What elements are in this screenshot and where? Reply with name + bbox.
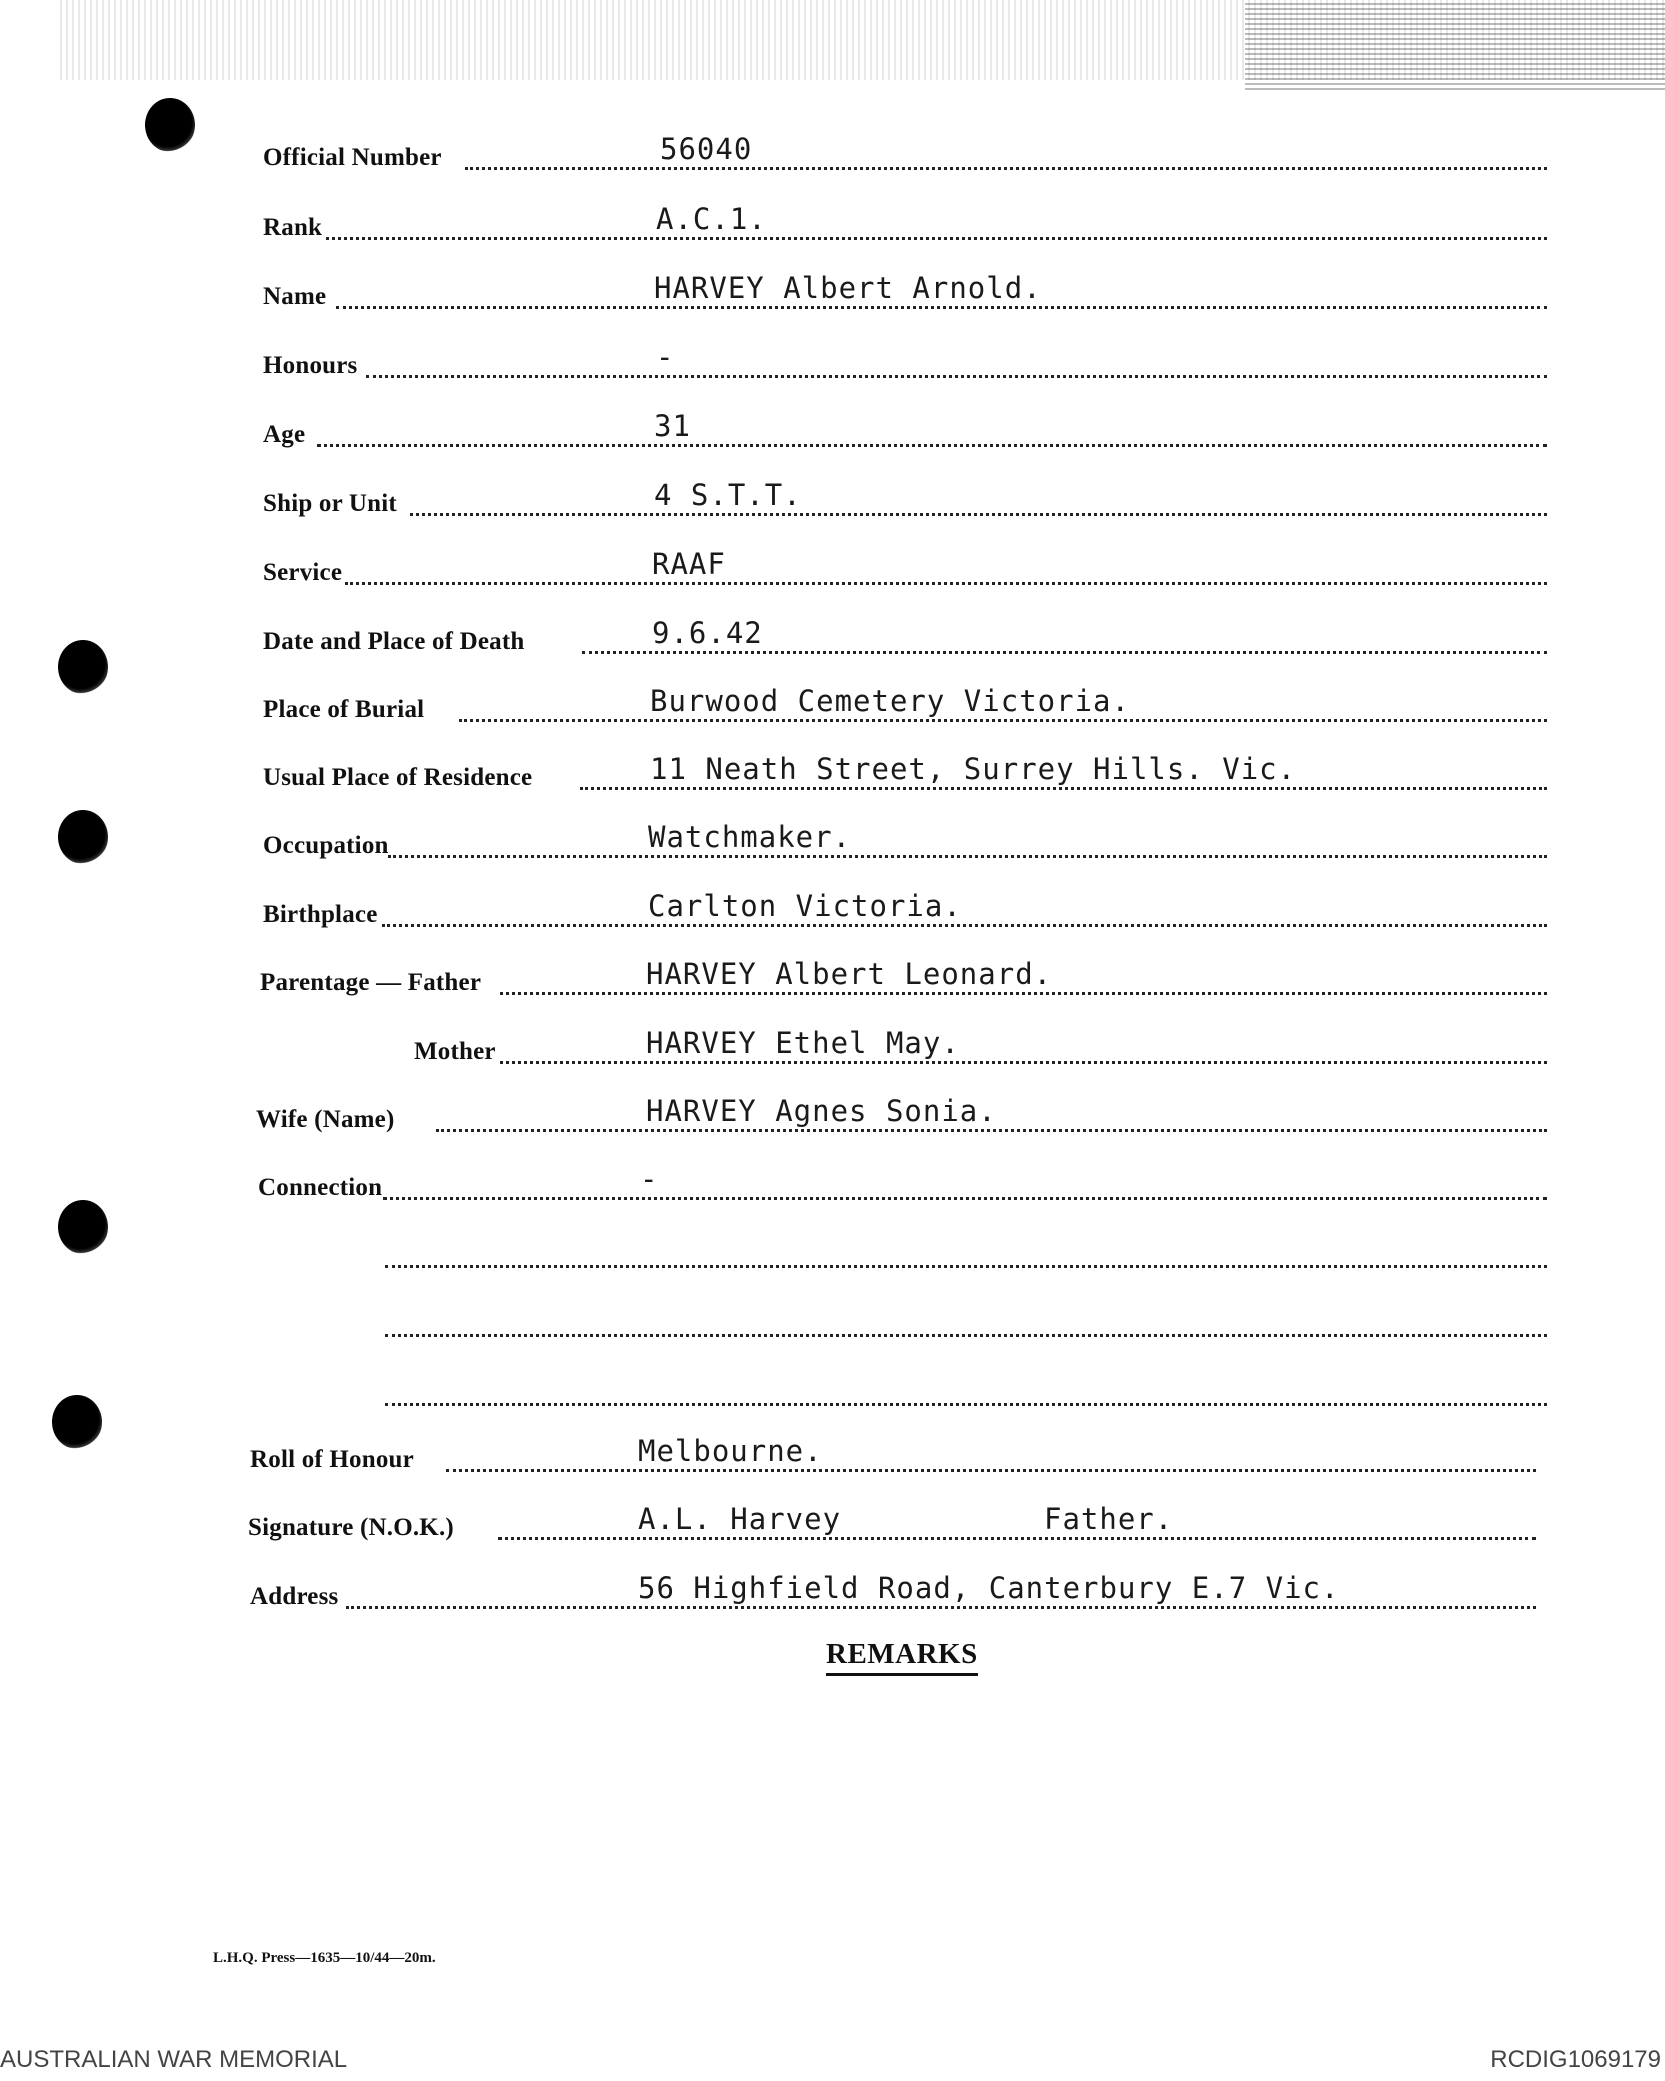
dotted-leader	[498, 1537, 1536, 1540]
field-value-relationship: Father.	[1044, 1502, 1174, 1536]
dotted-leader	[382, 924, 1547, 927]
field-label: Honours	[263, 352, 358, 379]
dotted-leader	[317, 444, 1547, 447]
dotted-leader	[582, 651, 1547, 654]
dotted-leader	[410, 513, 1547, 516]
field-label: Usual Place of Residence	[263, 764, 533, 791]
dotted-leader	[580, 787, 1547, 790]
field-father	[0, 955, 1550, 1005]
dotted-leader	[366, 375, 1547, 378]
field-connection	[0, 1160, 1550, 1210]
field-label: Roll of Honour	[250, 1446, 414, 1473]
field-value: Burwood Cemetery Victoria.	[650, 684, 1130, 718]
dotted-leader	[500, 1061, 1547, 1064]
blank-line	[0, 1228, 1550, 1278]
field-value: HARVEY Ethel May.	[646, 1026, 960, 1060]
field-value: 56040	[660, 132, 753, 166]
field-mother	[0, 1024, 1550, 1074]
field-label: Official Number	[263, 144, 442, 171]
field-birthplace	[0, 887, 1550, 937]
blank-line	[0, 1297, 1550, 1347]
field-label: Address	[250, 1583, 339, 1610]
field-roll-of-honour	[0, 1432, 1540, 1482]
field-occupation	[0, 818, 1550, 868]
field-label: Mother	[414, 1038, 496, 1065]
dotted-leader	[436, 1129, 1547, 1132]
field-service	[0, 545, 1550, 595]
field-value: A.C.1.	[656, 202, 767, 236]
field-label: Place of Burial	[263, 696, 425, 723]
field-value: 9.6.42	[652, 616, 763, 650]
field-label: Ship or Unit	[263, 490, 397, 517]
archive-id: RCDIG1069179	[1490, 2046, 1661, 2073]
field-name	[0, 269, 1550, 319]
dotted-leader	[345, 582, 1547, 585]
dotted-leader	[385, 1334, 1547, 1337]
field-value: 56 Highfield Road, Canterbury E.7 Vic.	[638, 1571, 1340, 1605]
field-label: Occupation	[263, 832, 389, 859]
dotted-leader	[500, 992, 1547, 995]
field-label: Service	[263, 559, 343, 586]
field-signature	[0, 1500, 1540, 1550]
field-age	[0, 407, 1550, 457]
field-value: HARVEY Agnes Sonia.	[646, 1094, 997, 1128]
dotted-leader	[383, 1197, 1547, 1200]
field-label: Rank	[263, 214, 323, 241]
field-value: Melbourne.	[638, 1434, 823, 1468]
field-label: Wife (Name)	[256, 1106, 395, 1133]
field-official-number	[0, 130, 1550, 180]
field-rank	[0, 200, 1550, 250]
field-label: Parentage — Father	[260, 969, 482, 996]
printer-imprint: L.H.Q. Press—1635—10/44—20m.	[213, 1950, 436, 1966]
field-honours	[0, 338, 1550, 388]
field-usual-residence	[0, 750, 1550, 800]
field-value: A.L. Harvey	[638, 1502, 842, 1536]
field-value: -	[656, 340, 675, 374]
dotted-leader	[459, 719, 1547, 722]
blank-line	[0, 1366, 1550, 1416]
dotted-leader	[388, 855, 1547, 858]
field-place-of-burial	[0, 682, 1550, 732]
field-value: 11 Neath Street, Surrey Hills. Vic.	[650, 752, 1297, 786]
dotted-leader	[346, 1606, 1536, 1609]
field-value: HARVEY Albert Arnold.	[654, 271, 1042, 305]
field-value: RAAF	[652, 547, 726, 581]
field-value: 4 S.T.T.	[654, 478, 802, 512]
field-label: Date and Place of Death	[263, 628, 525, 655]
dotted-leader	[326, 237, 1547, 240]
field-value: Watchmaker.	[648, 820, 852, 854]
remarks-heading: REMARKS	[826, 1638, 978, 1676]
field-label: Age	[263, 421, 306, 448]
field-label: Signature (N.O.K.)	[248, 1514, 454, 1541]
field-address	[0, 1569, 1540, 1619]
field-ship-or-unit	[0, 476, 1550, 526]
field-label: Connection	[258, 1174, 383, 1201]
field-label: Name	[263, 283, 327, 310]
field-date-place-death	[0, 614, 1550, 664]
field-label: Birthplace	[263, 901, 378, 928]
field-value: Carlton Victoria.	[648, 889, 962, 923]
archive-name: AUSTRALIAN WAR MEMORIAL	[0, 2046, 348, 2073]
dotted-leader	[385, 1265, 1547, 1268]
dotted-leader	[336, 306, 1547, 309]
dotted-leader	[446, 1469, 1536, 1472]
field-value: 31	[654, 409, 691, 443]
dotted-leader	[385, 1403, 1547, 1406]
field-wife	[0, 1092, 1550, 1142]
field-value: -	[640, 1162, 659, 1196]
dotted-leader	[465, 167, 1547, 170]
field-value: HARVEY Albert Leonard.	[646, 957, 1053, 991]
scan-artifact-top-right	[1245, 0, 1665, 90]
